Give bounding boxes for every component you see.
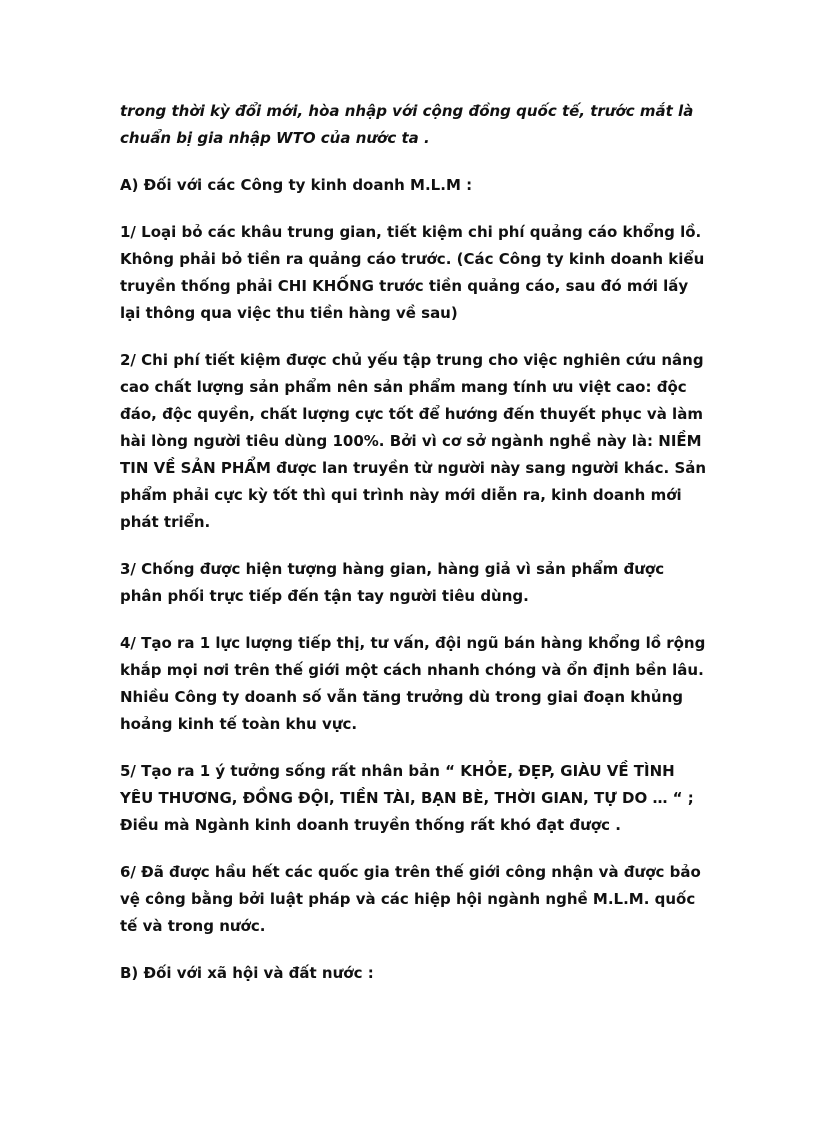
list-item-4: 4/ Tạo ra 1 lực lượng tiếp thị, tư vấn, đội ngũ bán hàng khổng lồ rộng khắp mọi nơi trên thế giới một cách nhanh chóng và ổn định bền lâu. Nhiều Công ty doanh số vẫn tăng trưởng dù trong giai đoạn khủng hoảng kinh tế toàn khu vực. — [120, 634, 706, 733]
section-a-heading: A) Đối với các Công ty kinh doanh M.L.M : — [120, 176, 473, 194]
list-item-2: 2/ Chi phí tiết kiệm được chủ yếu tập trung cho việc nghiên cứu nâng cao chất lượng sản phẩm nên sản phẩm mang tính ưu việt cao: độc đáo, độc quyền, chất lượng cực tốt để hướng đến thuyết phục và làm hài lòng người tiêu dùng 100%. Bởi vì cơ sở ngành nghề này là: NIỀM TIN VỀ SẢN PHẨM được lan truyền từ người này sang người khác. Sản phẩm phải cực kỳ tốt thì qui trình này mới diễn ra, kinh doanh mới phát triển. — [120, 351, 707, 531]
list-item-5: 5/ Tạo ra 1 ý tưởng sống rất nhân bản “ KHỎE, ĐẸP, GIÀU VỀ TÌNH YÊU THƯƠNG, ĐỒNG ĐỘI, TIỀN TÀI, BẠN BÈ, THỜI GIAN, TỰ DO … “ ; Điều mà Ngành kinh doanh truyền thống rất khó đạt được . — [120, 762, 694, 834]
document-page — [120, 98, 710, 1007]
list-item-6: 6/ Đã được hầu hết các quốc gia trên thế giới công nhận và được bảo vệ công bằng bởi luật pháp và các hiệp hội ngành nghề M.L.M. quốc tế và trong nước. — [120, 863, 701, 935]
list-item-1: 1/ Loại bỏ các khâu trung gian, tiết kiệm chi phí quảng cáo khổng lồ. Không phải bỏ tiền ra quảng cáo trước. (Các Công ty kinh doanh kiểu truyền thống phải CHI KHỐNG trước tiền quảng cáo, sau đó mới lấy lại thông qua việc thu tiền hàng về sau) — [120, 223, 705, 322]
section-b-heading: B) Đối với xã hội và đất nước : — [120, 964, 374, 982]
intro-paragraph: trong thời kỳ đổi mới, hòa nhập với cộng đồng quốc tế, trước mắt là chuẩn bị gia nhập WTO của nước ta . — [120, 102, 694, 147]
list-item-3: 3/ Chống được hiện tượng hàng gian, hàng giả vì sản phẩm được phân phối trực tiếp đến tận tay người tiêu dùng. — [120, 560, 665, 605]
